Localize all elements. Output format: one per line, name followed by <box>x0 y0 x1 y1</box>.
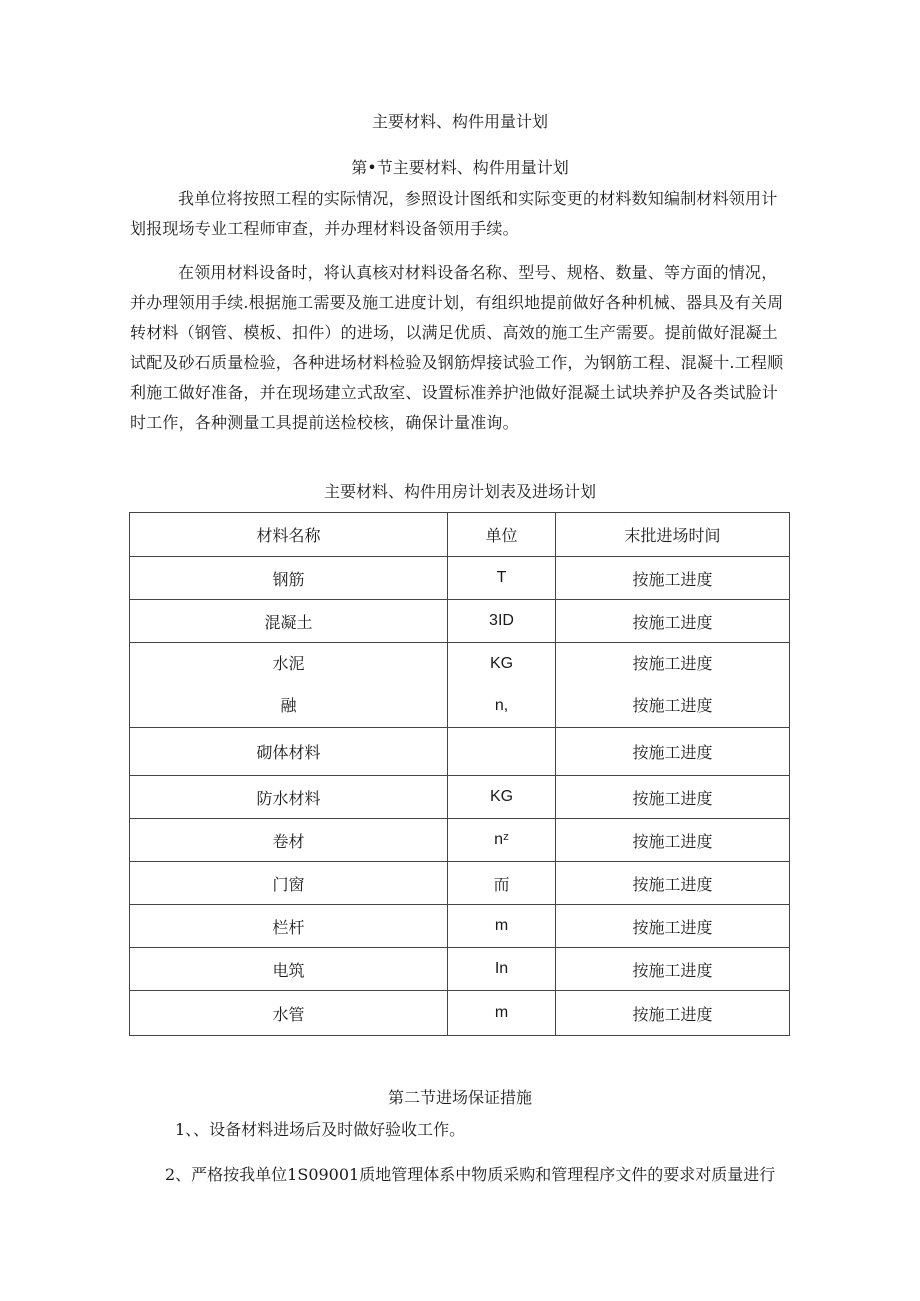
material-name: 混凝土 <box>130 600 448 643</box>
list-item-1: 1、、设备材料进场后及时做好验收工作。 <box>175 1120 466 1139</box>
section2-title: 第二节进场保证措施 <box>387 1088 532 1107</box>
table-row <box>130 991 790 1036</box>
material-unit <box>448 728 556 776</box>
material-name: 水管 <box>130 991 448 1036</box>
table-header-row <box>130 513 790 557</box>
material-unit: m <box>448 905 556 948</box>
material-unit: m <box>448 991 556 1036</box>
material-time-line-2: 按施工进度 <box>632 696 713 715</box>
material-name: 门窗 <box>130 862 448 905</box>
table-row <box>130 905 790 948</box>
material-name: 电筑 <box>130 948 448 991</box>
document-title: 主要材料、构件用量计划 <box>371 112 548 131</box>
material-time: 按施工进度 <box>556 991 790 1036</box>
material-time: 按施工进度 <box>556 557 790 600</box>
material-unit-line-2: n, <box>494 697 509 714</box>
section1-title: 第•节主要材料、构件用量计划 <box>351 158 569 177</box>
material-time: 按施工进度 <box>556 728 790 776</box>
material-name-line-2: 融 <box>280 696 297 715</box>
material-name-line-1: 水泥 <box>272 654 305 673</box>
material-unit-line-1: KG <box>489 655 514 672</box>
table-row <box>130 819 790 862</box>
list-item-2: 2、严格按我单位1S09001质地管理体系中物质采购和管理程序文件的要求对质量进行 <box>165 1165 776 1184</box>
material-time: 按施工进度 <box>556 905 790 948</box>
material-name: 钢筋 <box>130 557 448 600</box>
material-time: 按施工进度 <box>556 862 790 905</box>
paragraph-1: 我单位将按照工程的实际情况，参照设计图纸和实际变更的材料数知编制材料领用计划报现场专业工程师审查，并办理材料设备领用手续。 <box>130 189 778 238</box>
table-row <box>130 728 790 776</box>
material-name: 栏杆 <box>130 905 448 948</box>
table-row <box>130 600 790 643</box>
table-row <box>130 862 790 905</box>
material-unit: KG <box>448 776 556 819</box>
material-name: 砌体材料 <box>130 728 448 776</box>
material-unit <box>448 643 556 728</box>
paragraph-2: 在领用材料设备时，将认真核对材料设备名称、型号、规格、数量、等方面的情况，并办理领用手续.根据施工需要及施工进度计划，有组织地提前做好各种机械、器具及有关周转材料（钢管、模板、扣件）的进场，以满足优质、高效的施工生产需要。提前做好混凝土试配及砂石质量检验，各种进场材料检验及钢筋焊接试验工作，为钢筋工程、混凝十.工程顺利施工做好准备，并在现场建立式敌室、设置标准养护池做好混凝土试块养护及各类试脸计时工作，各种测量工具提前送检校核，确保计量准询。 <box>130 263 784 432</box>
material-unit: In <box>448 948 556 991</box>
material-name: 防水材料 <box>130 776 448 819</box>
header-name: 材料名称 <box>130 513 448 557</box>
table-title: 主要材料、构件用房计划表及进场计划 <box>323 482 596 501</box>
material-time-line-1: 按施工进度 <box>632 654 713 673</box>
table-row <box>130 776 790 819</box>
material-unit: nᶻ <box>448 819 556 862</box>
header-time: 末批进场时间 <box>556 513 790 557</box>
material-time <box>556 643 790 728</box>
materials-table <box>129 512 790 1036</box>
header-unit: 单位 <box>448 513 556 557</box>
material-time: 按施工进度 <box>556 776 790 819</box>
table-row <box>130 948 790 991</box>
material-name: 卷材 <box>130 819 448 862</box>
material-unit: 而 <box>448 862 556 905</box>
material-name <box>130 643 448 728</box>
material-unit: T <box>448 557 556 600</box>
table-row <box>130 643 790 728</box>
material-unit: 3ID <box>448 600 556 643</box>
material-time: 按施工进度 <box>556 819 790 862</box>
material-time: 按施工进度 <box>556 948 790 991</box>
table-row <box>130 557 790 600</box>
material-time: 按施工进度 <box>556 600 790 643</box>
